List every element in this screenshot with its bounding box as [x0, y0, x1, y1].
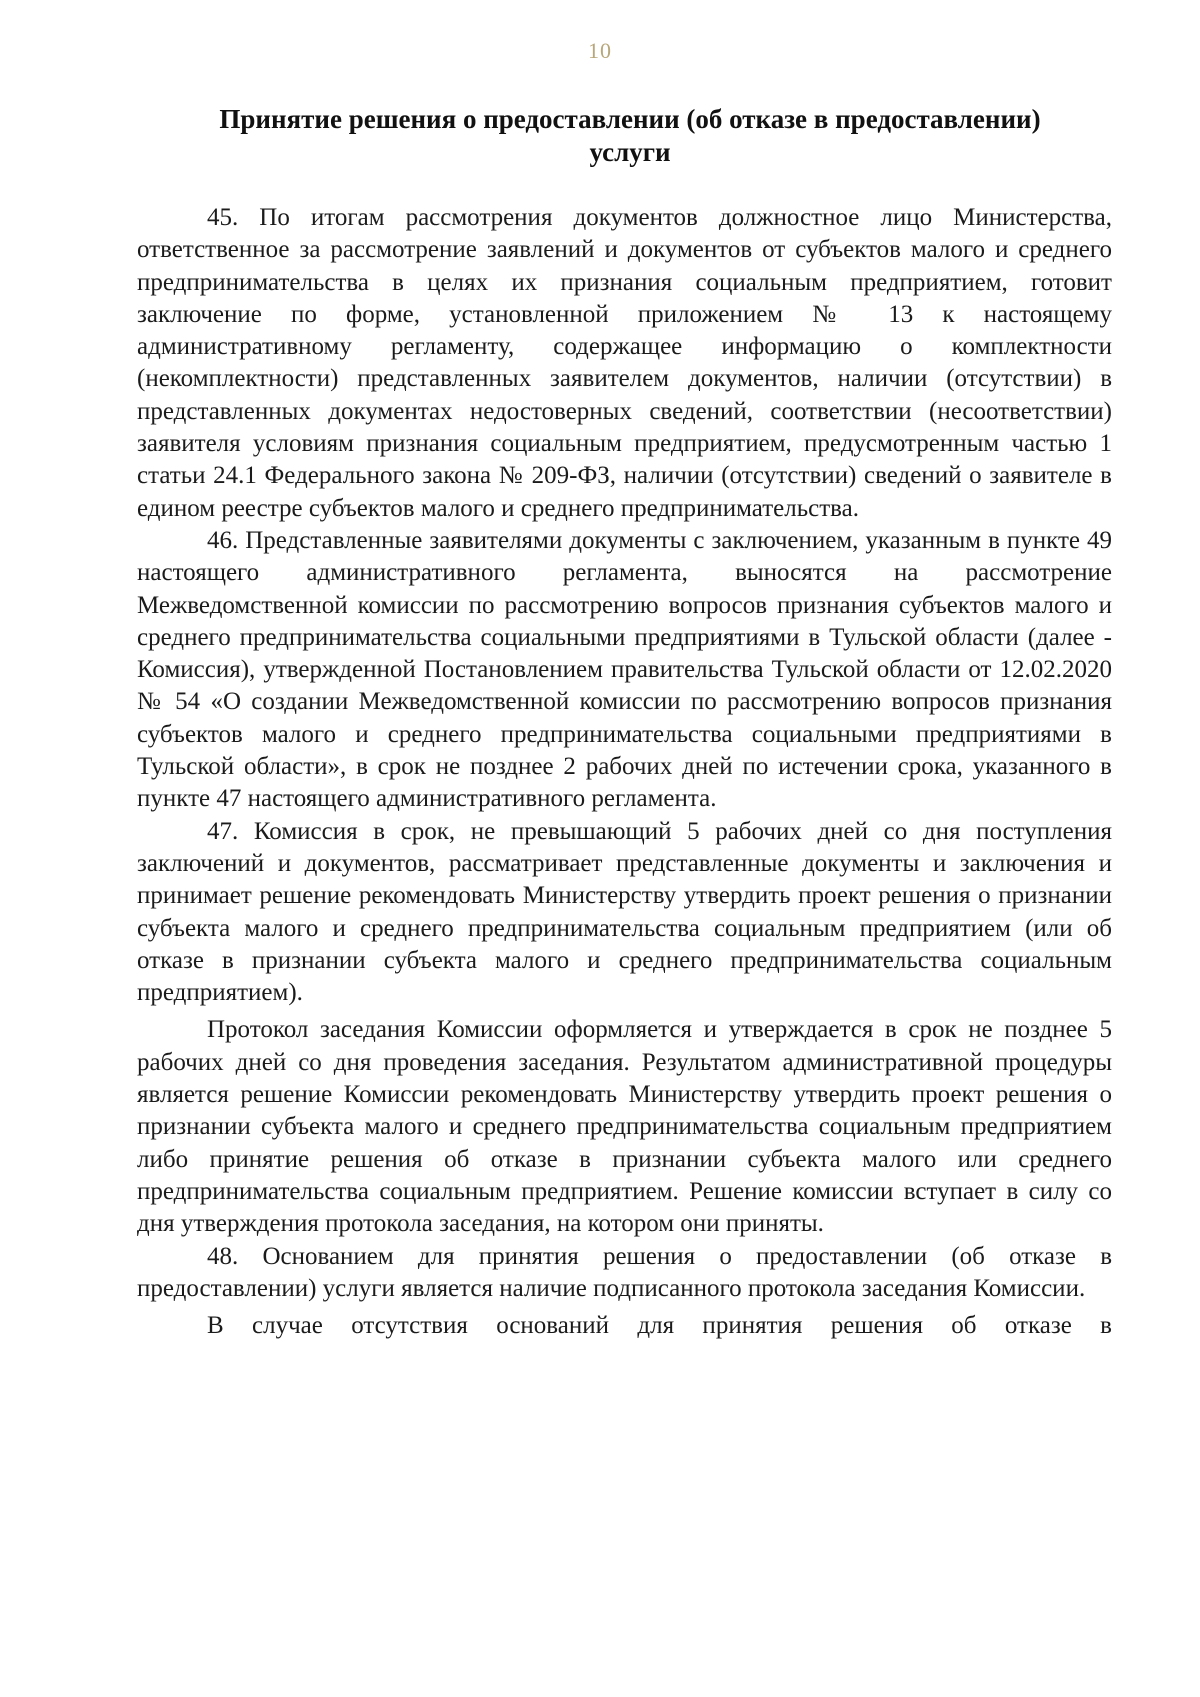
paragraph-45: 45. По итогам рассмотрения документов должностное лицо Министерства, ответственное за рассмотрение заявлений и документов от субъектов малого и среднего предпринимательства в целях их признания социальным предприятием, готовит заключение по форме, установленной приложением № 13 к настоящему административному регламенту, содержащее информацию о комплектности (некомплектности) представленных заявителем документов, наличии (отсутствии) в представленных документах недостоверных сведений, соответствии (несоответствии) заявителя условиям признания социальным предприятием, предусмотренным частью 1 статьи 24.1 Федерального закона № 209-ФЗ, наличии (отсутствии) сведений о заявителе в едином реестре субъектов малого и среднего предпринимательства. — [137, 204, 1112, 522]
section-heading-line-2: услуги — [589, 137, 671, 167]
paragraph-continuation: В случае отсутствия оснований для принятия решения об отказе в — [207, 1312, 1112, 1340]
paragraph-48: 48. Основанием для принятия решения о предоставлении (об отказе в предоставлении) услуги является наличие подписанного протокола заседания Комиссии. — [137, 1242, 1112, 1302]
paragraph-47: 47. Комиссия в срок, не превышающий 5 рабочих дней со дня поступления заключений и документов, рассматривает представленные документы и заключения и принимает решение рекомендовать Министерству утвердить проект решения о признании субъекта малого и среднего предпринимательства социальным предприятием (или об отказе в признании субъекта малого и среднего предпринимательства социальным предприятием). — [137, 817, 1112, 1007]
paragraph-46: 46. Представленные заявителями документы с заключением, указанным в пункте 49 настоящего административного регламента, выносятся на рассмотрение Межведомственной комиссии по рассмотрению вопросов признания субъектов малого и среднего предпринимательства социальными предприятиями в Тульской области (далее - Комиссия), утвержденной Постановлением правительства Тульской области от 12.02.2020 № 54 «О создании Межведомственной комиссии по рассмотрению вопросов признания субъектов малого и среднего предпринимательства социальными предприятиями в Тульской области», в срок не позднее 2 рабочих дней по истечении срока, указанного в пункте 47 настоящего административного регламента. — [137, 526, 1112, 813]
paragraph-protocol: Протокол заседания Комиссии оформляется и утверждается в срок не позднее 5 рабочих дней со дня проведения заседания. Результатом административной процедуры является решение Комиссии рекомендовать Министерству утвердить проект решения о признании субъекта малого и среднего предпринимательства социальным предприятием либо принятие решения об отказе в признании субъекта малого или среднего предпринимательства социальным предприятием. Решение комиссии вступает в силу со дня утверждения протокола заседания, на котором они приняты. — [137, 1016, 1112, 1238]
body-text — [137, 202, 1112, 1342]
section-heading — [160, 103, 1100, 169]
page-number: 10 — [588, 38, 612, 63]
section-heading-line-1: Принятие решения о предоставлении (об отказе в предоставлении) — [219, 104, 1041, 134]
